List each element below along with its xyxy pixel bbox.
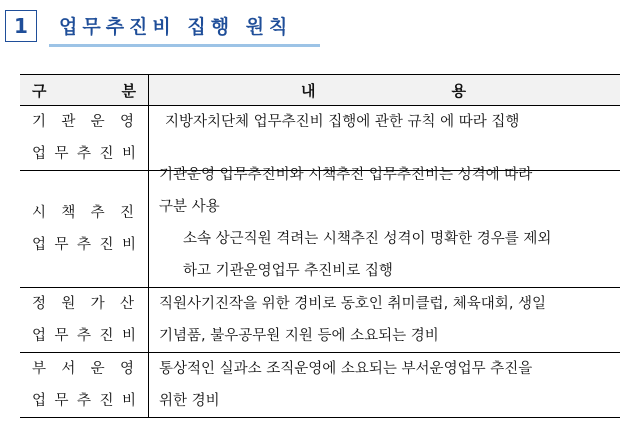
header-category-char: 구 xyxy=(32,81,47,100)
category-char: 추 xyxy=(76,146,91,162)
category-char: 업 xyxy=(32,146,47,162)
category-char: 무 xyxy=(54,146,69,162)
table-row xyxy=(20,353,620,418)
row-category xyxy=(20,171,149,288)
description-line: 구분 사용 xyxy=(159,199,220,215)
category-char: 원 xyxy=(61,296,76,312)
principles-table xyxy=(20,74,620,418)
description-line: 지방자치단체 업무추진비 집행에 관한 규칙 에 따라 집행 xyxy=(165,114,520,130)
category-char: 진 xyxy=(99,393,114,409)
category-char: 기 xyxy=(32,114,47,130)
header-content xyxy=(149,75,621,106)
description-line: 기념품, 불우공무원 지원 등에 소요되는 경비 xyxy=(159,328,439,344)
description-subline: 소속 상근직원 격려는 시책추진 성격이 명확한 경우를 제외 xyxy=(183,231,552,247)
category-char: 추 xyxy=(90,205,105,221)
section-number-box xyxy=(5,10,37,42)
table-row xyxy=(20,288,620,353)
category-char: 업 xyxy=(32,328,47,344)
category-char: 진 xyxy=(99,146,114,162)
category-char: 영 xyxy=(119,361,134,377)
header-category-char: 분 xyxy=(121,81,136,100)
category-char: 무 xyxy=(54,237,69,253)
row-category xyxy=(20,106,149,171)
description-line: 직원사기진작을 위한 경비로 동호인 취미클럽, 체육대회, 생일 xyxy=(159,296,547,312)
description-subline: 하고 기관운영업무 추진비로 집행 xyxy=(183,263,393,279)
category-char: 비 xyxy=(121,146,136,162)
category-char: 부 xyxy=(32,361,47,377)
header-content-char: 내 xyxy=(301,81,316,100)
row-description xyxy=(149,353,621,418)
header-category xyxy=(20,75,149,106)
category-char: 추 xyxy=(76,237,91,253)
category-char: 추 xyxy=(76,328,91,344)
section-title-wrap xyxy=(49,8,306,44)
category-char: 진 xyxy=(99,328,114,344)
category-char: 관 xyxy=(61,114,76,130)
category-char: 시 xyxy=(32,205,47,221)
category-char: 진 xyxy=(99,237,114,253)
category-char: 책 xyxy=(61,205,76,221)
row-description xyxy=(149,288,621,353)
table-row xyxy=(20,171,620,288)
category-char: 정 xyxy=(32,296,47,312)
title-underline xyxy=(49,44,320,47)
row-category xyxy=(20,353,149,418)
category-char: 비 xyxy=(121,237,136,253)
category-char: 산 xyxy=(119,296,134,312)
category-char: 무 xyxy=(54,393,69,409)
category-char: 무 xyxy=(54,328,69,344)
category-char: 비 xyxy=(121,393,136,409)
category-char: 업 xyxy=(32,237,47,253)
row-description xyxy=(149,167,621,288)
section-heading xyxy=(5,7,306,45)
category-char: 업 xyxy=(32,393,47,409)
description-line: 위한 경비 xyxy=(159,393,220,409)
category-char: 진 xyxy=(119,205,134,221)
category-char: 운 xyxy=(90,114,105,130)
table-header-row xyxy=(20,75,620,106)
section-title: 업무추진비 집행 원칙 xyxy=(59,15,293,38)
row-category xyxy=(20,288,149,353)
category-char: 운 xyxy=(90,361,105,377)
header-content-char: 용 xyxy=(451,81,466,100)
category-char: 서 xyxy=(61,361,76,377)
description-line: 통상적인 실과소 조직운영에 소요되는 부서운영업무 추진을 xyxy=(159,361,533,377)
category-char: 비 xyxy=(121,328,136,344)
category-char: 추 xyxy=(76,393,91,409)
category-char: 가 xyxy=(90,296,105,312)
category-char: 영 xyxy=(119,114,134,130)
section-number: 1 xyxy=(14,14,28,38)
description-line: 기관운영 업무추진비와 시책추진 업무추진비는 성격에 따라 xyxy=(159,167,533,183)
